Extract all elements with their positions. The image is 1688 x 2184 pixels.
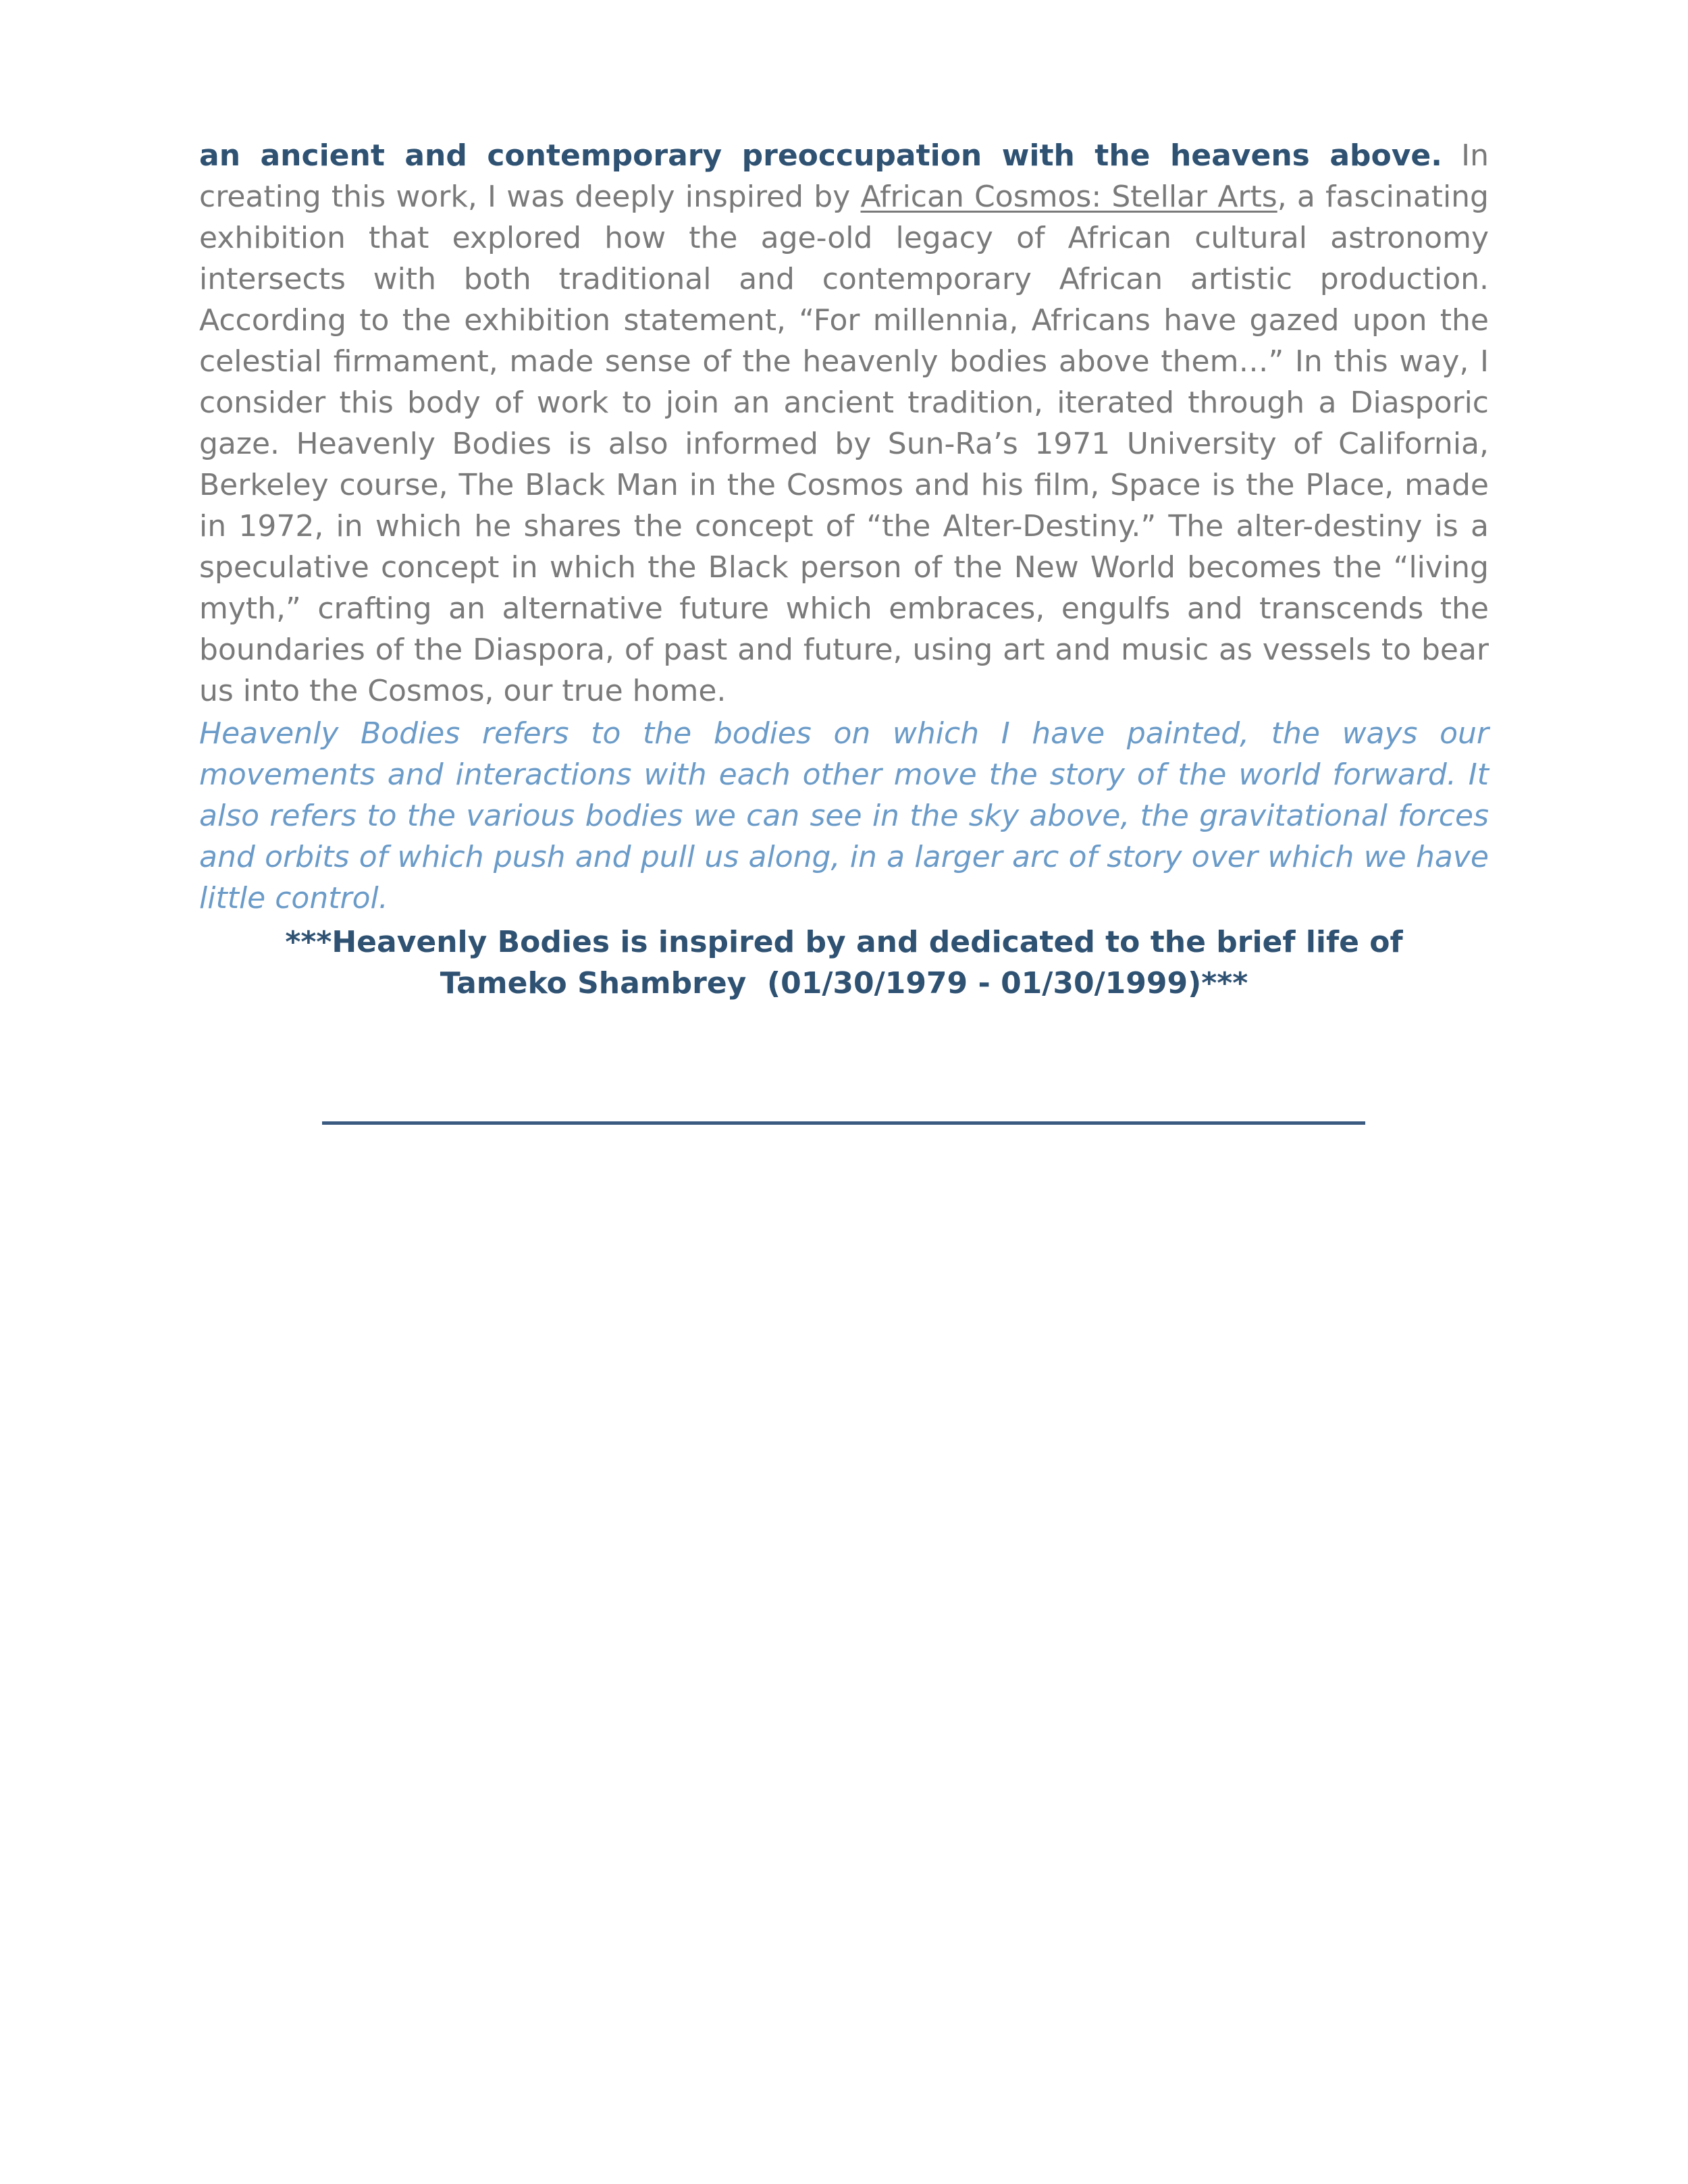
intro-bold-text: an ancient and contemporary preoccupation with the heavens above. [199,138,1442,173]
body-paragraph [199,135,1489,712]
dedication-line-2: Tameko Shambrey (01/30/1979 - 01/30/1999)*** [440,966,1248,1001]
italic-paragraph: Heavenly Bodies refers to the bodies on which I have painted, the ways our movements and interactions with each other move the story of the world forward. It also refers to the various bodies we can see in the sky above, the gravitational forces and orbits of which push and pull us along, in a larger arc of story over which we have little control. [199,716,1489,915]
exhibition-link[interactable]: African Cosmos: Stellar Arts [860,180,1277,214]
dedication [199,922,1489,1004]
horizontal-divider [322,1121,1365,1125]
dedication-line-1: ***Heavenly Bodies is inspired by and dedicated to the brief life of [285,925,1403,959]
intro-text-part-a: In creating this work, I was deeply inspired by [199,138,1489,214]
intro-text-part-b: , a fascinating exhibition that explored how the age-old legacy of African cultural astronomy intersects with both traditional and contemporary African artistic production. According to the exhibition statement, “For millennia, Africans have gazed upon the celestial firmament, made sense of the heavenly bodies above them…” In this way, I consider this body of work to join an ancient tradition, iterated through a Diasporic gaze. Heavenly Bodies is also informed by Sun-Ra’s 1971 University of California, Berkeley course, The Black Man in the Cosmos and his film, Space is the Place, made in 1972, in which he shares the concept of “the Alter-Destiny.” The alter-destiny is a speculative concept in which the Black person of the New World becomes the “living myth,” crafting an alternative future which embraces, engulfs and transcends the boundaries of the Diaspora, of past and future, using art and music as vessels to bear us into the Cosmos, our true home. [199,180,1489,708]
